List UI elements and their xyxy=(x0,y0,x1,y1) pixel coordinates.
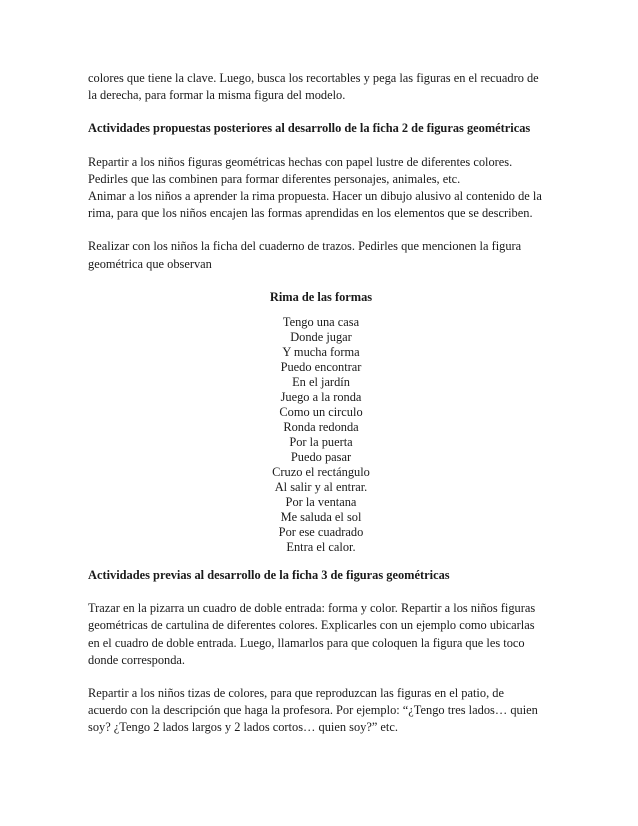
poem xyxy=(88,289,554,555)
section-heading-ficha-3: Actividades previas al desarrollo de la ficha 3 de figuras geométricas xyxy=(88,568,450,583)
paragraph-line: soy? ¿Tengo 2 lados largos y 2 lados cortos… quien soy?” etc. xyxy=(88,720,398,735)
poem-line: Puedo pasar xyxy=(290,450,352,465)
poem-line: Entra el calor. xyxy=(286,540,356,555)
paragraph-line: donde corresponda. xyxy=(88,652,186,667)
poem-line: Cruzo el rectángulo xyxy=(272,465,370,480)
paragraph-line: Repartir a los niños figuras geométricas hechas con papel lustre de diferentes colores. xyxy=(88,154,513,169)
paragraph-line: Trazar en la pizarra un cuadro de doble entrada: forma y color. Repartir a los niños figuras xyxy=(88,601,536,616)
section-heading-ficha-2: Actividades propuestas posteriores al desarrollo de la ficha 2 de figuras geométricas xyxy=(88,121,531,136)
paragraph-line: rima, para que los niños encajen las formas aprendidas en los elementos que se describen. xyxy=(88,206,533,221)
paragraph-line: acuerdo con la descripción que haga la profesora. Por ejemplo: “¿Tengo tres lados… quien xyxy=(88,703,538,718)
poem-line: Donde jugar xyxy=(290,330,352,345)
paragraph-line: Pedirles que las combinen para formar diferentes personajes, animales, etc. xyxy=(88,171,461,186)
poem-line: Y mucha forma xyxy=(282,345,360,360)
section2-paragraph-1 xyxy=(88,600,554,669)
paragraph-line: Repartir a los niños tizas de colores, para que reproduzcan las figuras en el patio, de xyxy=(88,686,504,701)
intro-paragraph xyxy=(88,70,554,104)
poem-line: Al salir y al entrar. xyxy=(274,480,368,495)
poem-line: Me saluda el sol xyxy=(280,510,362,525)
poem-line: Puedo encontrar xyxy=(280,360,362,375)
poem-line: Juego a la ronda xyxy=(280,390,362,405)
poem-title: Rima de las formas xyxy=(269,289,373,304)
section2-paragraph-2 xyxy=(88,685,554,737)
poem-line: Por la ventana xyxy=(285,495,357,510)
intro-line: la derecha, para formar la misma figura del modelo. xyxy=(88,88,346,103)
paragraph-line: en el cuadro de doble entrada. Luego, llamarlos para que coloquen la figura que les toco xyxy=(88,635,525,650)
poem-line: Ronda redonda xyxy=(283,420,359,435)
poem-line: Como un circulo xyxy=(279,405,363,420)
poem-line: En el jardín xyxy=(292,375,350,390)
section1-paragraph-1 xyxy=(88,154,554,223)
poem-line: Por la puerta xyxy=(289,435,353,450)
paragraph-line: Realizar con los niños la ficha del cuaderno de trazos. Pedirles que mencionen la figura xyxy=(88,239,522,254)
paragraph-line: Animar a los niños a aprender la rima propuesta. Hacer un dibujo alusivo al contenido de la xyxy=(88,189,542,204)
poem-line: Por ese cuadrado xyxy=(278,525,364,540)
paragraph-line: geométrica que observan xyxy=(88,256,212,271)
poem-line: Tengo una casa xyxy=(282,315,360,330)
section1-paragraph-2 xyxy=(88,238,554,272)
intro-line: colores que tiene la clave. Luego, busca los recortables y pega las figuras en el recuadro de xyxy=(88,71,539,85)
document-page xyxy=(88,70,554,753)
paragraph-line: geométricas de cartulina de diferentes colores. Explicarles con un ejemplo como ubicarlas xyxy=(88,618,535,633)
